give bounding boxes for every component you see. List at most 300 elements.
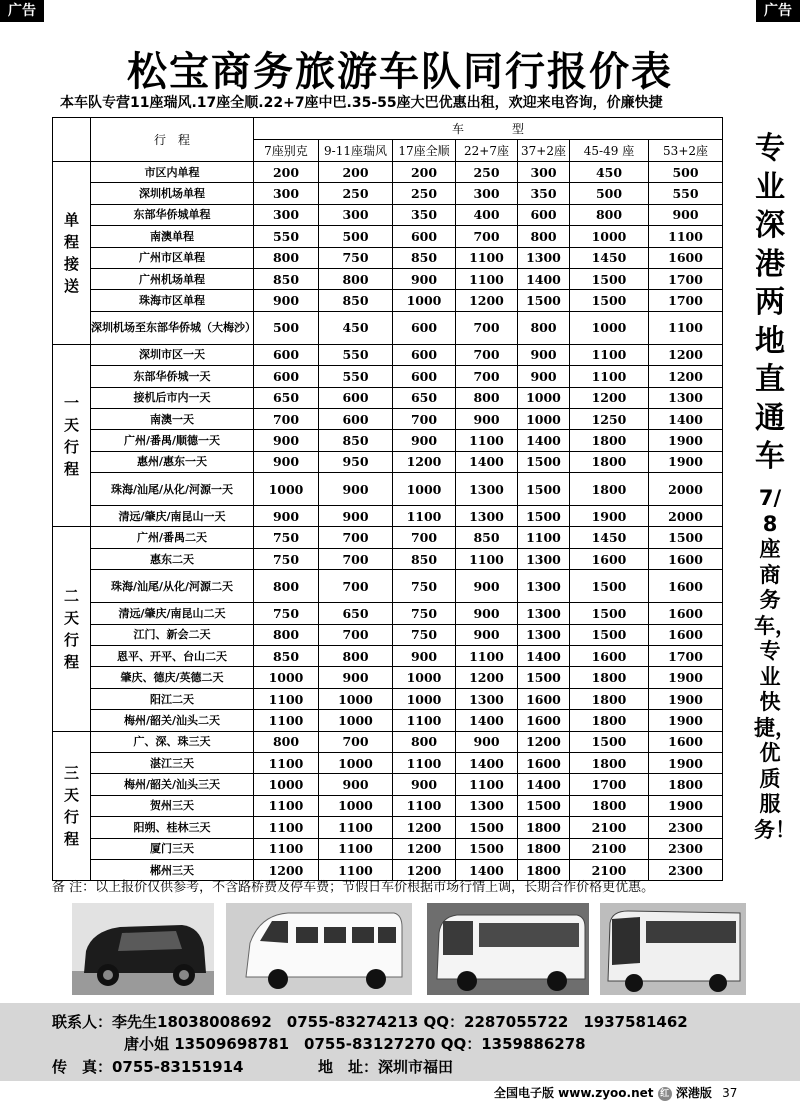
- route-cell: 恩平、开平、台山二天: [91, 646, 254, 667]
- price-cell: 1300: [518, 624, 570, 645]
- page-subtitle: 本车队专营11座瑞风.17座全顺.22+7座中巴.35-55座大巴优惠出租，欢迎来电咨询，价廉快捷: [60, 95, 663, 111]
- vehicle-type-header: 9-11座瑞风: [319, 140, 393, 162]
- price-cell: 1500: [518, 290, 570, 311]
- table-row: [53, 667, 723, 688]
- price-cell: 900: [319, 774, 393, 795]
- price-cell: 700: [456, 226, 518, 247]
- price-cell: 1800: [570, 752, 649, 773]
- price-cell: 1300: [518, 603, 570, 624]
- price-cell: 2100: [570, 817, 649, 838]
- vehicle-type-header: 22+7座: [456, 140, 518, 162]
- price-cell: 850: [456, 527, 518, 548]
- price-cell: 1600: [649, 624, 723, 645]
- price-cell: 200: [254, 162, 319, 183]
- price-cell: 1600: [518, 710, 570, 731]
- route-cell: 东部华侨城单程: [91, 204, 254, 225]
- price-cell: 1800: [570, 667, 649, 688]
- price-cell: 1200: [393, 451, 456, 472]
- price-cell: 750: [254, 548, 319, 569]
- price-cell: 1700: [649, 646, 723, 667]
- price-cell: 1100: [319, 838, 393, 859]
- price-cell: 1600: [518, 752, 570, 773]
- page-title: 松宝商务旅游车队同行报价表: [127, 48, 673, 95]
- price-cell: 1000: [393, 290, 456, 311]
- price-cell: 1100: [456, 548, 518, 569]
- price-cell: 1400: [456, 451, 518, 472]
- price-cell: 1000: [518, 408, 570, 429]
- page-footer: [494, 1084, 737, 1101]
- price-cell: 800: [319, 646, 393, 667]
- price-cell: 300: [319, 204, 393, 225]
- table-row: [53, 527, 723, 548]
- group-label-text: 单程接送: [63, 210, 79, 295]
- price-cell: 900: [254, 451, 319, 472]
- price-cell: 2300: [649, 859, 723, 880]
- price-cell: 1900: [649, 795, 723, 816]
- route-cell: 广、深、珠三天: [91, 731, 254, 752]
- table-row: [53, 548, 723, 569]
- price-cell: 1000: [518, 387, 570, 408]
- price-cell: 1200: [393, 817, 456, 838]
- table-row: [53, 430, 723, 451]
- route-header: 行 程: [91, 118, 254, 162]
- price-cell: 1400: [518, 774, 570, 795]
- price-cell: 1300: [518, 548, 570, 569]
- minibus-illustration: [427, 903, 589, 995]
- price-cell: 1400: [456, 752, 518, 773]
- coach-photo: [600, 903, 746, 995]
- price-cell: 1500: [570, 570, 649, 603]
- price-cell: 900: [518, 366, 570, 387]
- price-cell: 800: [393, 731, 456, 752]
- price-cell: 450: [319, 311, 393, 344]
- price-cell: 1000: [393, 688, 456, 709]
- price-cell: 1500: [456, 838, 518, 859]
- price-cell: 250: [393, 183, 456, 204]
- price-cell: 1800: [518, 838, 570, 859]
- price-cell: 900: [254, 430, 319, 451]
- page-number: 37: [722, 1086, 738, 1100]
- price-cell: 1400: [649, 408, 723, 429]
- price-cell: 1100: [456, 247, 518, 268]
- price-cell: 850: [393, 247, 456, 268]
- price-cell: 1700: [649, 290, 723, 311]
- price-table: [52, 117, 723, 881]
- table-row: [53, 226, 723, 247]
- price-cell: 300: [456, 183, 518, 204]
- price-cell: 900: [393, 774, 456, 795]
- route-cell: 江门、新会二天: [91, 624, 254, 645]
- price-cell: 900: [393, 268, 456, 289]
- price-cell: 550: [319, 344, 393, 365]
- price-cell: 1100: [570, 366, 649, 387]
- price-cell: 1100: [570, 344, 649, 365]
- route-cell: 梅州/韶关/汕头二天: [91, 710, 254, 731]
- price-cell: 950: [319, 451, 393, 472]
- price-cell: 700: [319, 624, 393, 645]
- price-cell: 700: [393, 527, 456, 548]
- price-cell: 1600: [570, 646, 649, 667]
- price-cell: 900: [319, 506, 393, 527]
- price-cell: 600: [393, 311, 456, 344]
- table-row: [53, 268, 723, 289]
- route-cell: 珠海/汕尾/从化/河源一天: [91, 473, 254, 506]
- price-cell: 1100: [456, 646, 518, 667]
- price-cell: 350: [393, 204, 456, 225]
- price-cell: 1300: [456, 506, 518, 527]
- price-cell: 900: [456, 731, 518, 752]
- route-cell: 珠海/汕尾/从化/河源二天: [91, 570, 254, 603]
- price-cell: 1400: [456, 859, 518, 880]
- price-cell: 900: [393, 430, 456, 451]
- price-cell: 1900: [570, 506, 649, 527]
- price-cell: 500: [254, 311, 319, 344]
- price-cell: 1100: [649, 311, 723, 344]
- price-cell: 1200: [649, 366, 723, 387]
- price-cell: 850: [319, 430, 393, 451]
- price-cell: 1800: [649, 774, 723, 795]
- price-cell: 850: [254, 646, 319, 667]
- route-cell: 深圳市区一天: [91, 344, 254, 365]
- price-cell: 850: [319, 290, 393, 311]
- price-cell: 600: [254, 344, 319, 365]
- price-cell: 1100: [254, 752, 319, 773]
- price-cell: 2300: [649, 838, 723, 859]
- vehicle-type-header: 53+2座: [649, 140, 723, 162]
- price-cell: 1600: [649, 731, 723, 752]
- price-cell: 1000: [254, 667, 319, 688]
- route-cell: 惠州/惠东一天: [91, 451, 254, 472]
- price-cell: 200: [319, 162, 393, 183]
- price-cell: 1200: [393, 859, 456, 880]
- price-cell: 1600: [649, 603, 723, 624]
- price-cell: 900: [254, 506, 319, 527]
- price-cell: 1500: [518, 473, 570, 506]
- price-cell: 2000: [649, 506, 723, 527]
- price-cell: 1500: [570, 290, 649, 311]
- price-cell: 800: [254, 247, 319, 268]
- price-cell: 1100: [254, 688, 319, 709]
- table-row: [53, 451, 723, 472]
- price-cell: 1100: [393, 506, 456, 527]
- side-slogan: 专业深港两地直通车: [755, 131, 785, 474]
- price-cell: 650: [393, 387, 456, 408]
- price-cell: 1600: [649, 570, 723, 603]
- price-cell: 1300: [456, 473, 518, 506]
- table-row: [53, 817, 723, 838]
- price-cell: 600: [254, 366, 319, 387]
- fax-number: 传 真：0755-83151914: [52, 1058, 244, 1076]
- price-cell: 1200: [254, 859, 319, 880]
- vehicle-type-header: 17座全顺: [393, 140, 456, 162]
- route-cell: 市区内单程: [91, 162, 254, 183]
- table-row: [53, 603, 723, 624]
- route-cell: 清远/肇庆/南昆山二天: [91, 603, 254, 624]
- price-cell: 1200: [570, 387, 649, 408]
- route-cell: 阳江二天: [91, 688, 254, 709]
- route-cell: 珠海市区单程: [91, 290, 254, 311]
- table-row: [53, 624, 723, 645]
- price-cell: 750: [393, 603, 456, 624]
- price-cell: 1000: [254, 774, 319, 795]
- table-row: [53, 506, 723, 527]
- price-cell: 750: [393, 624, 456, 645]
- price-cell: 1500: [456, 817, 518, 838]
- price-cell: 1800: [570, 688, 649, 709]
- price-cell: 700: [456, 311, 518, 344]
- price-cell: 1700: [570, 774, 649, 795]
- price-cell: 900: [254, 290, 319, 311]
- price-cell: 1300: [649, 387, 723, 408]
- price-cell: 1100: [254, 817, 319, 838]
- table-row: [53, 570, 723, 603]
- table-row: [53, 183, 723, 204]
- price-cell: 1400: [456, 710, 518, 731]
- group-label-text: 三天行程: [63, 763, 79, 848]
- price-cell: 850: [254, 268, 319, 289]
- price-cell: 850: [393, 548, 456, 569]
- group-label: [53, 731, 91, 881]
- table-row: [53, 408, 723, 429]
- route-cell: 梅州/韶关/汕头三天: [91, 774, 254, 795]
- price-cell: 1500: [570, 268, 649, 289]
- price-cell: 600: [319, 387, 393, 408]
- price-cell: 1200: [649, 344, 723, 365]
- price-cell: 1100: [518, 527, 570, 548]
- price-cell: 500: [319, 226, 393, 247]
- price-cell: 800: [570, 204, 649, 225]
- price-cell: 1100: [456, 268, 518, 289]
- van-illustration: [226, 903, 412, 995]
- price-cell: 900: [456, 624, 518, 645]
- price-cell: 1100: [393, 710, 456, 731]
- table-row: [53, 688, 723, 709]
- price-cell: 1800: [518, 817, 570, 838]
- price-cell: 1800: [570, 710, 649, 731]
- ad-label-left: 广告: [0, 0, 44, 22]
- route-cell: 深圳机场单程: [91, 183, 254, 204]
- price-cell: 1200: [456, 290, 518, 311]
- route-cell: 肇庆、德庆/英德二天: [91, 667, 254, 688]
- price-cell: 800: [518, 311, 570, 344]
- price-cell: 1000: [570, 311, 649, 344]
- route-cell: 厦门三天: [91, 838, 254, 859]
- table-row: [53, 344, 723, 365]
- price-cell: 2100: [570, 838, 649, 859]
- price-cell: 700: [393, 408, 456, 429]
- price-cell: 900: [319, 667, 393, 688]
- price-cell: 900: [518, 344, 570, 365]
- price-cell: 1300: [518, 570, 570, 603]
- route-cell: 深圳机场至东部华侨城（大梅沙）: [91, 311, 254, 344]
- price-cell: 1900: [649, 710, 723, 731]
- price-cell: 1450: [570, 527, 649, 548]
- price-cell: 1800: [518, 859, 570, 880]
- route-cell: 清远/肇庆/南昆山一天: [91, 506, 254, 527]
- table-row: [53, 795, 723, 816]
- price-cell: 600: [393, 344, 456, 365]
- side-slogan-secondary: 7/8座商务车，专业快捷，优质服务！: [754, 486, 796, 842]
- price-cell: 1100: [393, 795, 456, 816]
- price-cell: 1900: [649, 688, 723, 709]
- route-cell: 南澳一天: [91, 408, 254, 429]
- badge-icon: 红: [658, 1087, 672, 1101]
- price-cell: 1100: [649, 226, 723, 247]
- price-cell: 750: [254, 527, 319, 548]
- price-cell: 1900: [649, 430, 723, 451]
- route-cell: 接机后市内一天: [91, 387, 254, 408]
- price-cell: 900: [456, 603, 518, 624]
- vehicle-type-header: 45-49 座: [570, 140, 649, 162]
- price-cell: 1900: [649, 752, 723, 773]
- group-label-text: 二天行程: [63, 587, 79, 672]
- price-cell: 750: [393, 570, 456, 603]
- price-cell: 1000: [393, 473, 456, 506]
- van-photo: [226, 903, 412, 995]
- price-cell: 1300: [518, 247, 570, 268]
- price-cell: 1400: [518, 646, 570, 667]
- table-row: [53, 204, 723, 225]
- price-cell: 900: [456, 570, 518, 603]
- price-cell: 1000: [319, 752, 393, 773]
- price-cell: 900: [393, 646, 456, 667]
- price-cell: 2100: [570, 859, 649, 880]
- coach-illustration: [600, 903, 746, 995]
- table-corner-cell: [53, 118, 91, 162]
- price-cell: 1700: [649, 268, 723, 289]
- price-cell: 700: [319, 548, 393, 569]
- price-cell: 600: [319, 408, 393, 429]
- group-label: [53, 344, 91, 527]
- address: 地 址：深圳市福田: [318, 1058, 454, 1076]
- price-cell: 250: [456, 162, 518, 183]
- price-cell: 1400: [518, 268, 570, 289]
- price-cell: 2300: [649, 817, 723, 838]
- table-row: [53, 710, 723, 731]
- price-cell: 1500: [518, 667, 570, 688]
- price-cell: 1500: [570, 603, 649, 624]
- price-cell: 1000: [319, 795, 393, 816]
- vehicle-header: 车 型: [254, 118, 723, 140]
- price-cell: 600: [518, 204, 570, 225]
- route-cell: 广州机场单程: [91, 268, 254, 289]
- table-row: [53, 774, 723, 795]
- route-cell: 郴州三天: [91, 859, 254, 880]
- price-cell: 1800: [570, 795, 649, 816]
- minibus-photo: [427, 903, 589, 995]
- table-row: [53, 162, 723, 183]
- price-cell: 1800: [570, 430, 649, 451]
- route-cell: 广州/番禺二天: [91, 527, 254, 548]
- price-cell: 750: [319, 247, 393, 268]
- price-cell: 1100: [254, 795, 319, 816]
- price-cell: 2000: [649, 473, 723, 506]
- price-cell: 1100: [254, 838, 319, 859]
- price-cell: 600: [393, 366, 456, 387]
- price-cell: 1600: [649, 247, 723, 268]
- group-label: [53, 527, 91, 731]
- price-cell: 1450: [570, 247, 649, 268]
- route-cell: 阳朔、桂林三天: [91, 817, 254, 838]
- price-cell: 1000: [570, 226, 649, 247]
- price-cell: 550: [649, 183, 723, 204]
- price-cell: 1100: [456, 774, 518, 795]
- price-cell: 1600: [649, 548, 723, 569]
- price-cell: 300: [518, 162, 570, 183]
- price-cell: 1200: [456, 667, 518, 688]
- price-cell: 700: [319, 527, 393, 548]
- price-cell: 1900: [649, 451, 723, 472]
- route-cell: 贺州三天: [91, 795, 254, 816]
- price-cell: 450: [570, 162, 649, 183]
- group-label: [53, 162, 91, 345]
- remarks-note: 备 注：以上报价仅供参考，不含路桥费及停车费；节假日车价根据市场行情上调，长期合作价格更优惠。: [52, 880, 655, 895]
- price-cell: 1300: [456, 795, 518, 816]
- price-cell: 1100: [319, 859, 393, 880]
- price-cell: 1100: [254, 710, 319, 731]
- table-row: [53, 731, 723, 752]
- price-cell: 700: [319, 731, 393, 752]
- price-cell: 600: [393, 226, 456, 247]
- footer-site-text: 全国电子版 www.zyoo.net: [494, 1086, 654, 1100]
- contact-line-2: 唐小姐 13509698781 0755-83127270 QQ：1359886278: [124, 1035, 586, 1053]
- mpv-illustration: [72, 903, 214, 995]
- price-cell: 1000: [319, 688, 393, 709]
- price-cell: 550: [319, 366, 393, 387]
- price-cell: 800: [456, 387, 518, 408]
- price-cell: 900: [456, 408, 518, 429]
- price-cell: 700: [319, 570, 393, 603]
- vehicle-type-header: 7座别克: [254, 140, 319, 162]
- group-label-text: 一天行程: [63, 393, 79, 478]
- price-cell: 1000: [319, 710, 393, 731]
- table-row: [53, 311, 723, 344]
- price-cell: 800: [319, 268, 393, 289]
- table-row: [53, 366, 723, 387]
- price-cell: 1100: [319, 817, 393, 838]
- route-cell: 广州/番禺/顺德一天: [91, 430, 254, 451]
- price-cell: 500: [649, 162, 723, 183]
- price-cell: 1800: [570, 473, 649, 506]
- price-cell: 1500: [518, 795, 570, 816]
- price-cell: 1200: [518, 731, 570, 752]
- table-row: [53, 290, 723, 311]
- price-cell: 400: [456, 204, 518, 225]
- price-cell: 800: [518, 226, 570, 247]
- route-cell: 湛江三天: [91, 752, 254, 773]
- price-cell: 700: [456, 366, 518, 387]
- price-cell: 800: [254, 731, 319, 752]
- contact-line-1: 联系人：李先生18038008692 0755-83274213 QQ：2287055722 1937581462: [52, 1013, 688, 1031]
- price-cell: 500: [570, 183, 649, 204]
- price-cell: 800: [254, 570, 319, 603]
- price-cell: 1000: [393, 667, 456, 688]
- price-cell: 1800: [570, 451, 649, 472]
- price-cell: 1100: [456, 430, 518, 451]
- route-cell: 东部华侨城一天: [91, 366, 254, 387]
- price-cell: 1250: [570, 408, 649, 429]
- price-cell: 1100: [393, 752, 456, 773]
- price-cell: 1600: [518, 688, 570, 709]
- footer-edition: 深港版: [675, 1086, 712, 1100]
- table-row: [53, 387, 723, 408]
- price-cell: 350: [518, 183, 570, 204]
- price-cell: 1300: [456, 688, 518, 709]
- contact-band: [0, 1003, 800, 1081]
- route-cell: 广州市区单程: [91, 247, 254, 268]
- table-row: [53, 838, 723, 859]
- price-cell: 700: [456, 344, 518, 365]
